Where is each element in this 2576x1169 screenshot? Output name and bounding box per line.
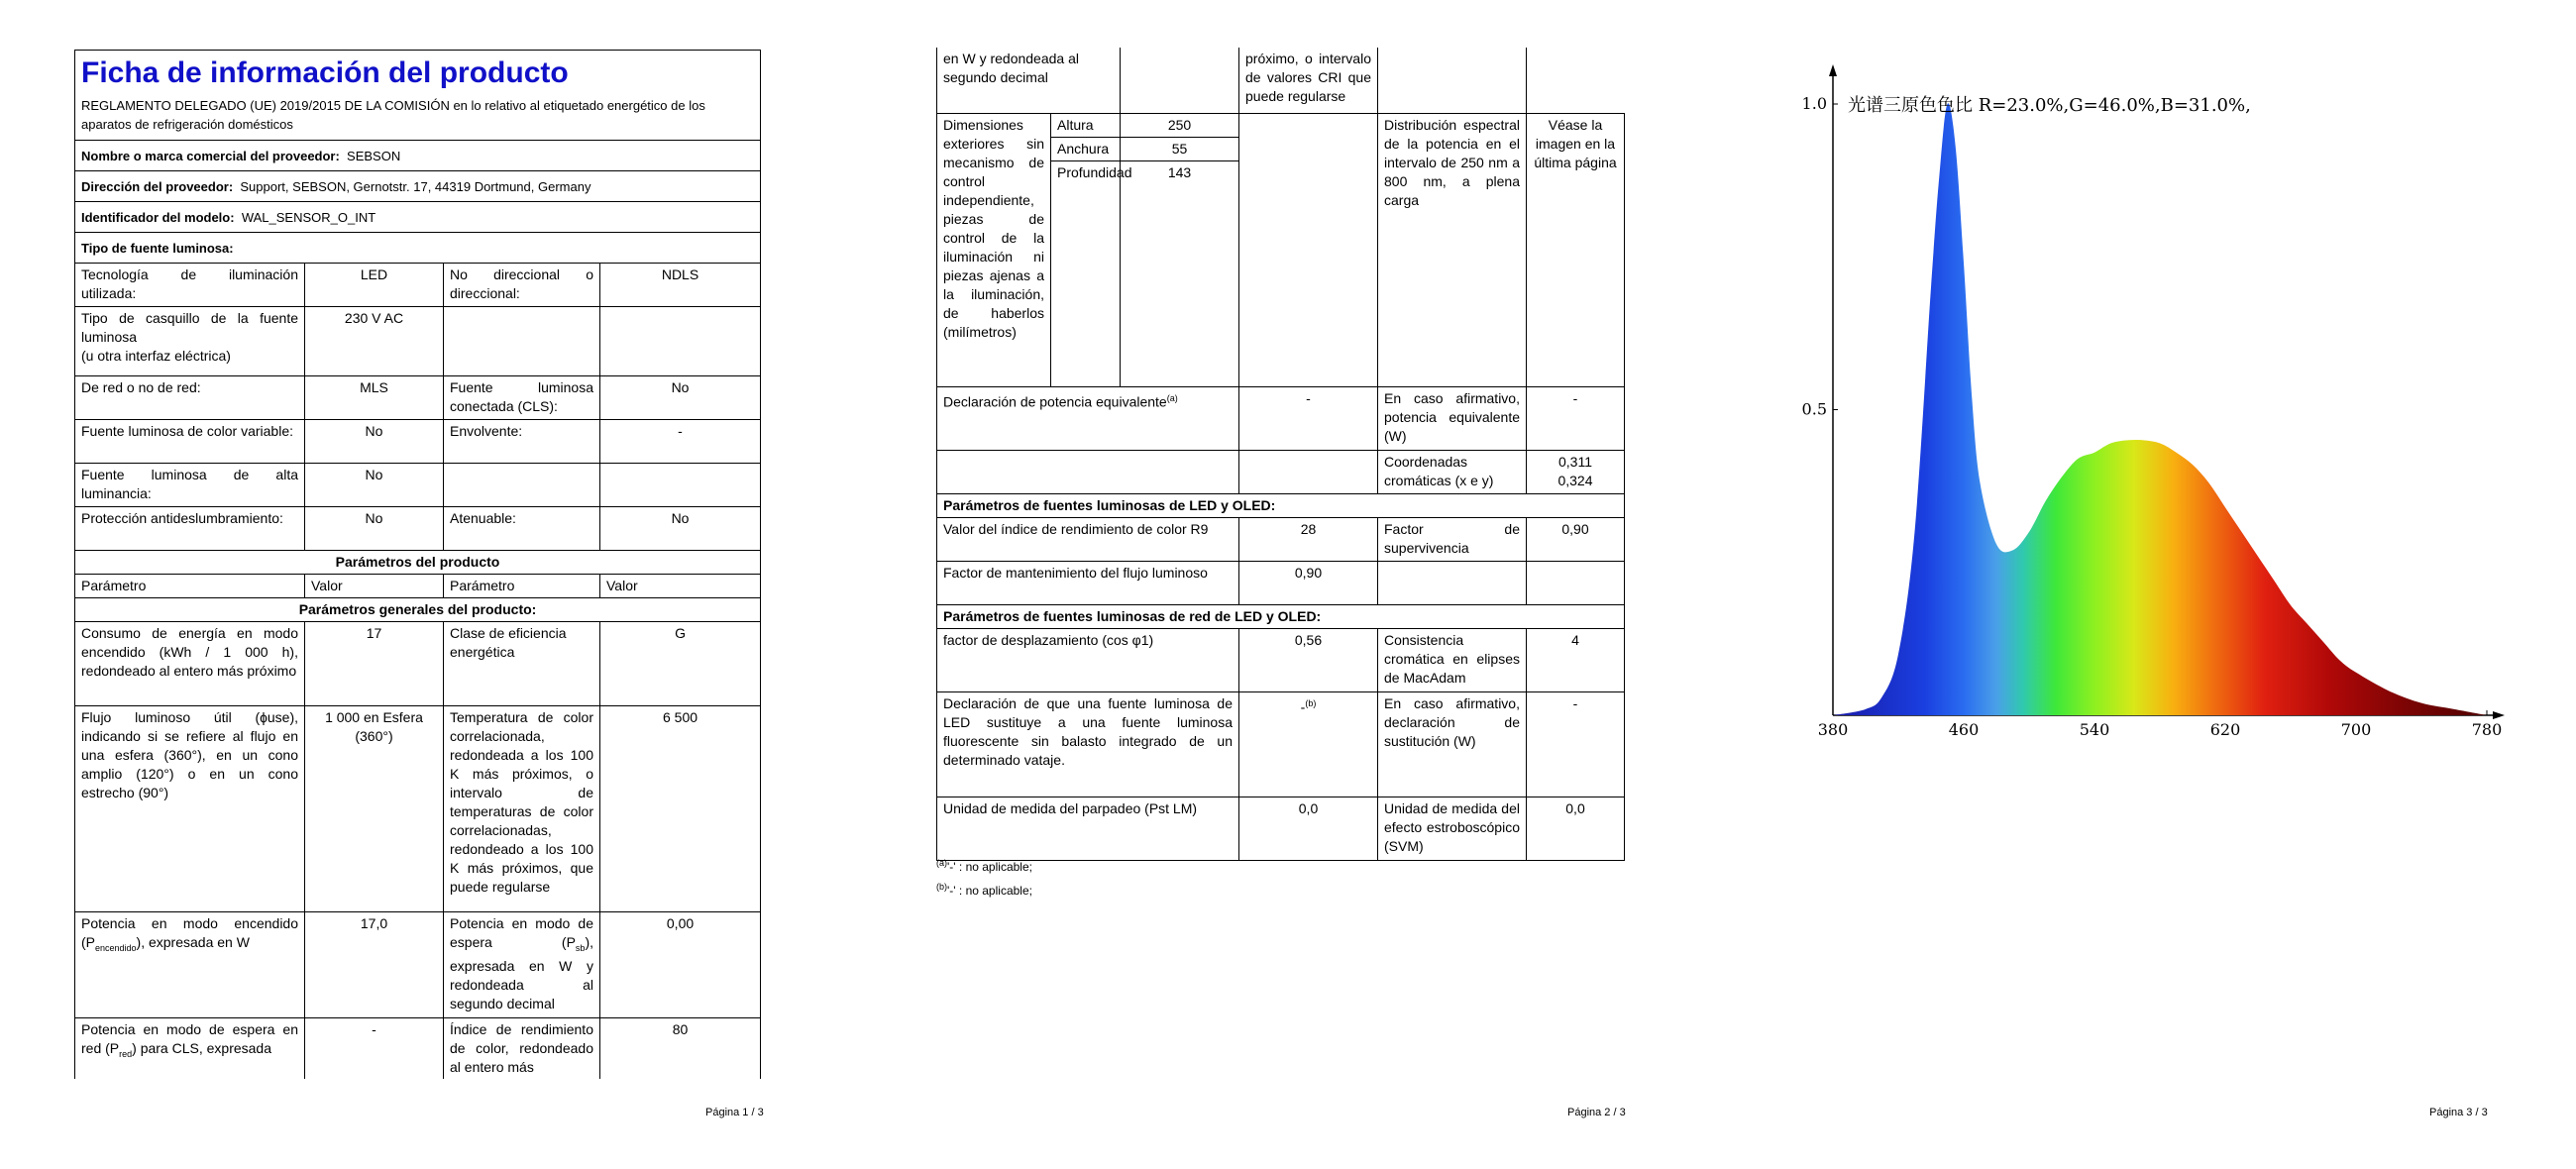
page-3 bbox=[1724, 0, 2576, 1169]
chart-title: 光谱三原色色比 R=23.0%,G=46.0%,B=31.0%, bbox=[1848, 95, 2251, 116]
x-tick-label: 460 bbox=[1948, 720, 1980, 739]
table-row: en W y redondeada al segundo decimal próximo, o intervalo de valores CRI que puede regularse bbox=[937, 48, 1625, 113]
page-title: Ficha de información del producto bbox=[81, 56, 569, 89]
table-row: Flujo luminoso útil (ɸuse), indicando si se refiere al flujo en una esfera (360°), en un cono amplio (120°) o en un cono estrecho (90°) 1 000 en Esfera (360°) Temperatura de color correlacionada, redondeada a los 100 K más próximos, o intervalo de temperaturas de color correlacionadas, redondeado a los 100 K más próximos, que puede regularse 6 500 bbox=[75, 705, 761, 911]
page-number: Página 2 / 3 bbox=[1567, 1107, 1626, 1118]
table-row: Dimensiones exteriores sin mecanismo de control independiente, piezas de control de la iluminación ni piezas ajenas a la iluminación, de haberlos (milímetros) Altura 250 Distribución espectral de la potencia en el intervalo de 250 nm a 800 nm, a plena carga Véase la imagen en la última página bbox=[937, 113, 1625, 137]
table-row: Potencia en modo encendido $(P_{encendido})$, expresada en W 17,0 Potencia en modo de espera $(P_{sb})$, expresada en W y redondeada al segundo decimal 0,00 bbox=[75, 911, 761, 1017]
table-row: Consumo de energía en modo encendido (kWh / 1 000 h), redondeado al entero más próximo 17 Clase de eficiencia energética G bbox=[75, 621, 761, 705]
footnote-a: $^{(a)}$'-' : no aplicable; bbox=[936, 858, 1032, 874]
regulation-text: REGLAMENTO DELEGADO (UE) 2019/2015 DE LA COMISIÓN en lo relativo al etiquetado energético de los aparatos de refrigeración domésticos bbox=[75, 94, 761, 140]
spectrum-curve bbox=[1833, 103, 2487, 715]
table-row: Fuente luminosa de color variable: No Envolvente: - bbox=[75, 419, 761, 463]
table-row: Declaración de potencia equivalente$^{(a)}$ - En caso afirmativo, potencia equivalente (W) - bbox=[937, 386, 1625, 450]
y-axis-arrow-icon bbox=[1829, 64, 1837, 76]
table-row: Potencia en modo de espera en red $(P_{red})$ para CLS, expresada - Índice de rendimiento de color, redondeado al entero más 80 bbox=[75, 1017, 761, 1079]
source-type-heading: Tipo de fuente luminosa: bbox=[75, 232, 761, 263]
table-row: Unidad de medida del parpadeo (Pst LM) 0,0 Unidad de medida del efecto estroboscópico (SVM) 0,0 bbox=[937, 797, 1625, 860]
x-tick-label: 380 bbox=[1817, 720, 1849, 739]
spectrum-chart bbox=[1724, 0, 2576, 793]
y-tick-label: 1.0 bbox=[1801, 94, 1827, 113]
x-tick-label: 540 bbox=[2079, 720, 2110, 739]
table-row: Profundidad 143 bbox=[937, 160, 1625, 386]
table-row: Anchura 55 bbox=[937, 137, 1625, 160]
supplier-row: Nombre o marca comercial del proveedor: SEBSON bbox=[75, 140, 761, 170]
table-row: factor de desplazamiento (cos φ1) 0,56 Consistencia cromática en elipses de MacAdam 4 bbox=[937, 628, 1625, 691]
x-tick-label: 780 bbox=[2471, 720, 2503, 739]
product-info-table-1 bbox=[74, 50, 761, 1079]
table-row: Fuente luminosa de alta luminancia: No bbox=[75, 463, 761, 506]
x-tick-label: 620 bbox=[2209, 720, 2241, 739]
page-1 bbox=[0, 0, 852, 1169]
table-row: Tecnología de iluminación utilizada: LED No direccional o direccional: NDLS bbox=[75, 263, 761, 306]
address-row: Dirección del proveedor: Support, SEBSON, Gernotstr. 17, 44319 Dortmund, Germany bbox=[75, 170, 761, 201]
y-tick-label: 0.5 bbox=[1801, 399, 1827, 419]
table-row: Declaración de que una fuente luminosa de LED sustituye a una fuente luminosa fluorescente sin balasto integrado de un determinado vataje. -$^{(b)}$ En caso afirmativo, declaración de sustitución (W) - bbox=[937, 691, 1625, 797]
product-info-table-2 bbox=[936, 48, 1625, 861]
table-row: Tipo de casquillo de la fuente luminosa (u otra interfaz eléctrica) 230 V AC bbox=[75, 306, 761, 375]
table-row: Factor de mantenimiento del flujo luminoso 0,90 bbox=[937, 561, 1625, 604]
led-oled-heading: Parámetros de fuentes luminosas de LED y OLED: bbox=[937, 493, 1625, 517]
footnote-b: $^{(b)}$'-' : no aplicable; bbox=[936, 882, 1032, 898]
table-row: Valor del índice de rendimiento de color R9 28 Factor de supervivencia 0,90 bbox=[937, 517, 1625, 561]
table-header-row: Parámetro Valor Parámetro Valor bbox=[75, 574, 761, 597]
page-number: Página 1 / 3 bbox=[705, 1107, 764, 1118]
x-axis-arrow-icon bbox=[2493, 711, 2505, 719]
page-2 bbox=[862, 0, 1714, 1169]
product-params-heading: Parámetros del producto bbox=[75, 550, 761, 574]
table-row: Protección antideslumbramiento: No Atenuable: No bbox=[75, 506, 761, 550]
page-number: Página 3 / 3 bbox=[2429, 1107, 2488, 1118]
red-led-heading: Parámetros de fuentes luminosas de red de LED y OLED: bbox=[937, 604, 1625, 628]
table-row: Coordenadas cromáticas (x e y) 0,311 0,324 bbox=[937, 450, 1625, 493]
table-row: De red o no de red: MLS Fuente luminosa conectada (CLS): No bbox=[75, 375, 761, 419]
general-params-heading: Parámetros generales del producto: bbox=[75, 597, 761, 621]
x-tick-label: 700 bbox=[2340, 720, 2372, 739]
model-row: Identificador del modelo: WAL_SENSOR_O_INT bbox=[75, 201, 761, 232]
